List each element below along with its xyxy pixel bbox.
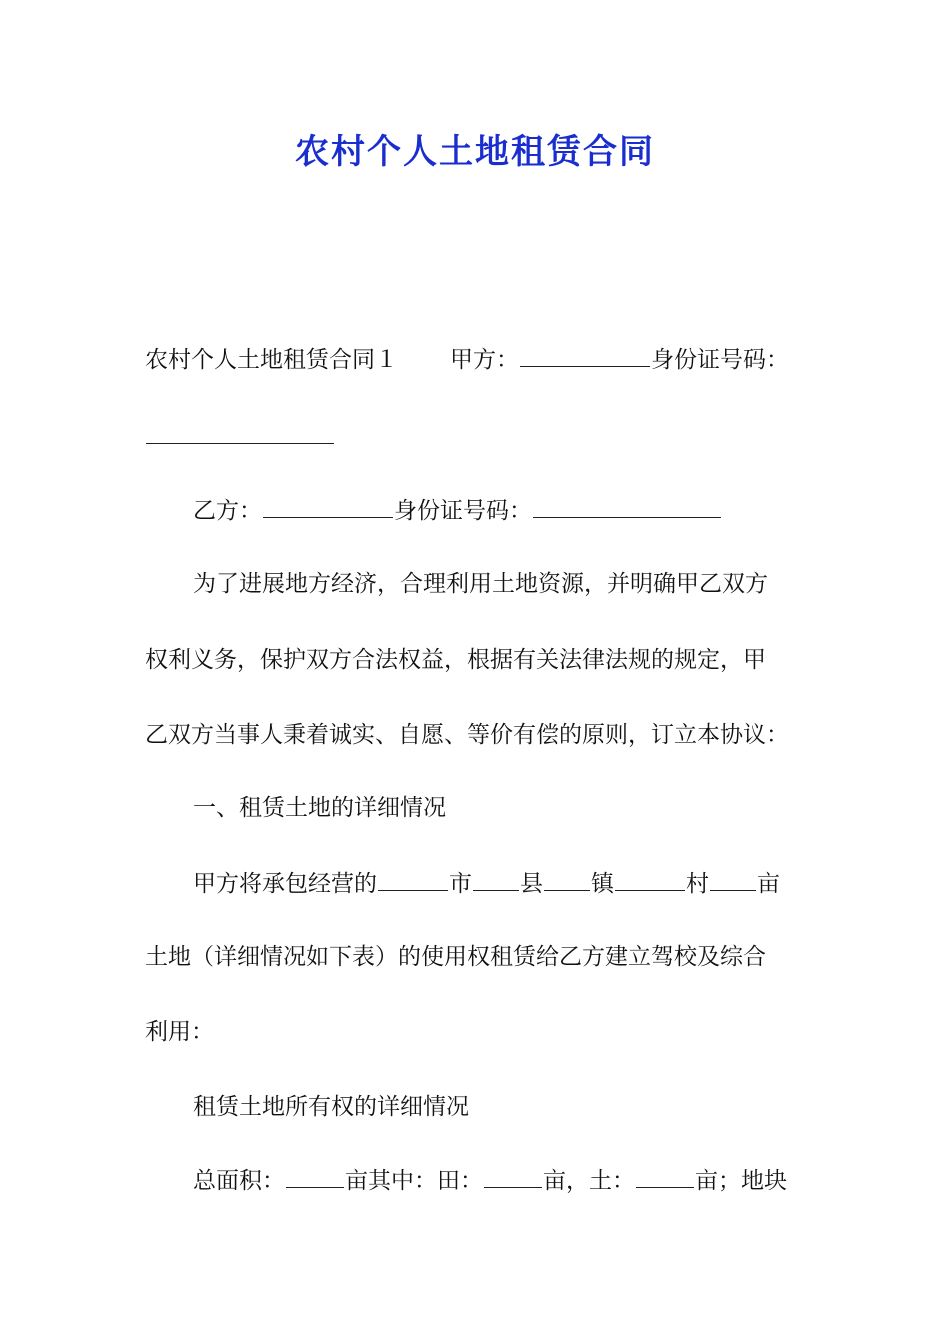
header-line bbox=[145, 343, 789, 377]
town-blank[interactable] bbox=[544, 868, 590, 891]
soil-area-label: 亩，土： bbox=[543, 1168, 635, 1194]
document-title: 农村个人土地租赁合同 bbox=[295, 132, 655, 172]
area-blank[interactable] bbox=[710, 868, 756, 891]
preamble-line-3: 乙双方当事人秉着诚实、自愿、等价有偿的原则，订立本协议： bbox=[145, 722, 789, 748]
party-b-id-label: 身份证号码： bbox=[394, 498, 532, 524]
party-a-name-blank[interactable] bbox=[520, 344, 650, 367]
town-label: 镇 bbox=[591, 871, 614, 897]
plot-label: 亩；地块 bbox=[695, 1168, 787, 1194]
area-line bbox=[193, 1164, 787, 1198]
village-blank[interactable] bbox=[615, 868, 685, 891]
county-blank[interactable] bbox=[473, 868, 519, 891]
party-a-id-line bbox=[145, 420, 335, 454]
city-label: 市 bbox=[449, 871, 472, 897]
document-reference: 农村个人土地租赁合同１ bbox=[145, 347, 398, 373]
village-label: 村 bbox=[686, 871, 709, 897]
preamble-line-2: 权利义务，保护双方合法权益，根据有关法律法规的规定，甲 bbox=[145, 647, 766, 673]
mu-label: 亩 bbox=[757, 871, 780, 897]
total-area-label: 总面积： bbox=[193, 1168, 285, 1194]
usage-line-1: 土地（详细情况如下表）的使用权租赁给乙方建立驾校及综合 bbox=[145, 944, 766, 970]
party-b-label: 乙方： bbox=[193, 498, 262, 524]
usage-line-2: 利用： bbox=[145, 1019, 214, 1045]
party-a-id-label: 身份证号码： bbox=[651, 347, 789, 373]
preamble-line-1: 为了进展地方经济，合理利用土地资源，并明确甲乙双方 bbox=[193, 571, 768, 597]
party-a-id-blank[interactable] bbox=[146, 421, 334, 444]
field-area-label: 亩其中：田： bbox=[345, 1168, 483, 1194]
county-label: 县 bbox=[520, 871, 543, 897]
location-prefix: 甲方将承包经营的 bbox=[193, 871, 377, 897]
city-blank[interactable] bbox=[378, 868, 448, 891]
ownership-heading: 租赁土地所有权的详细情况 bbox=[193, 1094, 469, 1120]
field-area-blank[interactable] bbox=[484, 1165, 542, 1188]
total-area-blank[interactable] bbox=[286, 1165, 344, 1188]
party-b-name-blank[interactable] bbox=[263, 495, 393, 518]
location-line bbox=[193, 867, 780, 901]
section-1-heading: 一、租赁土地的详细情况 bbox=[193, 795, 446, 821]
party-b-line bbox=[193, 494, 722, 528]
soil-area-blank[interactable] bbox=[636, 1165, 694, 1188]
party-b-id-blank[interactable] bbox=[533, 495, 721, 518]
party-a-label: 甲方： bbox=[450, 347, 519, 373]
